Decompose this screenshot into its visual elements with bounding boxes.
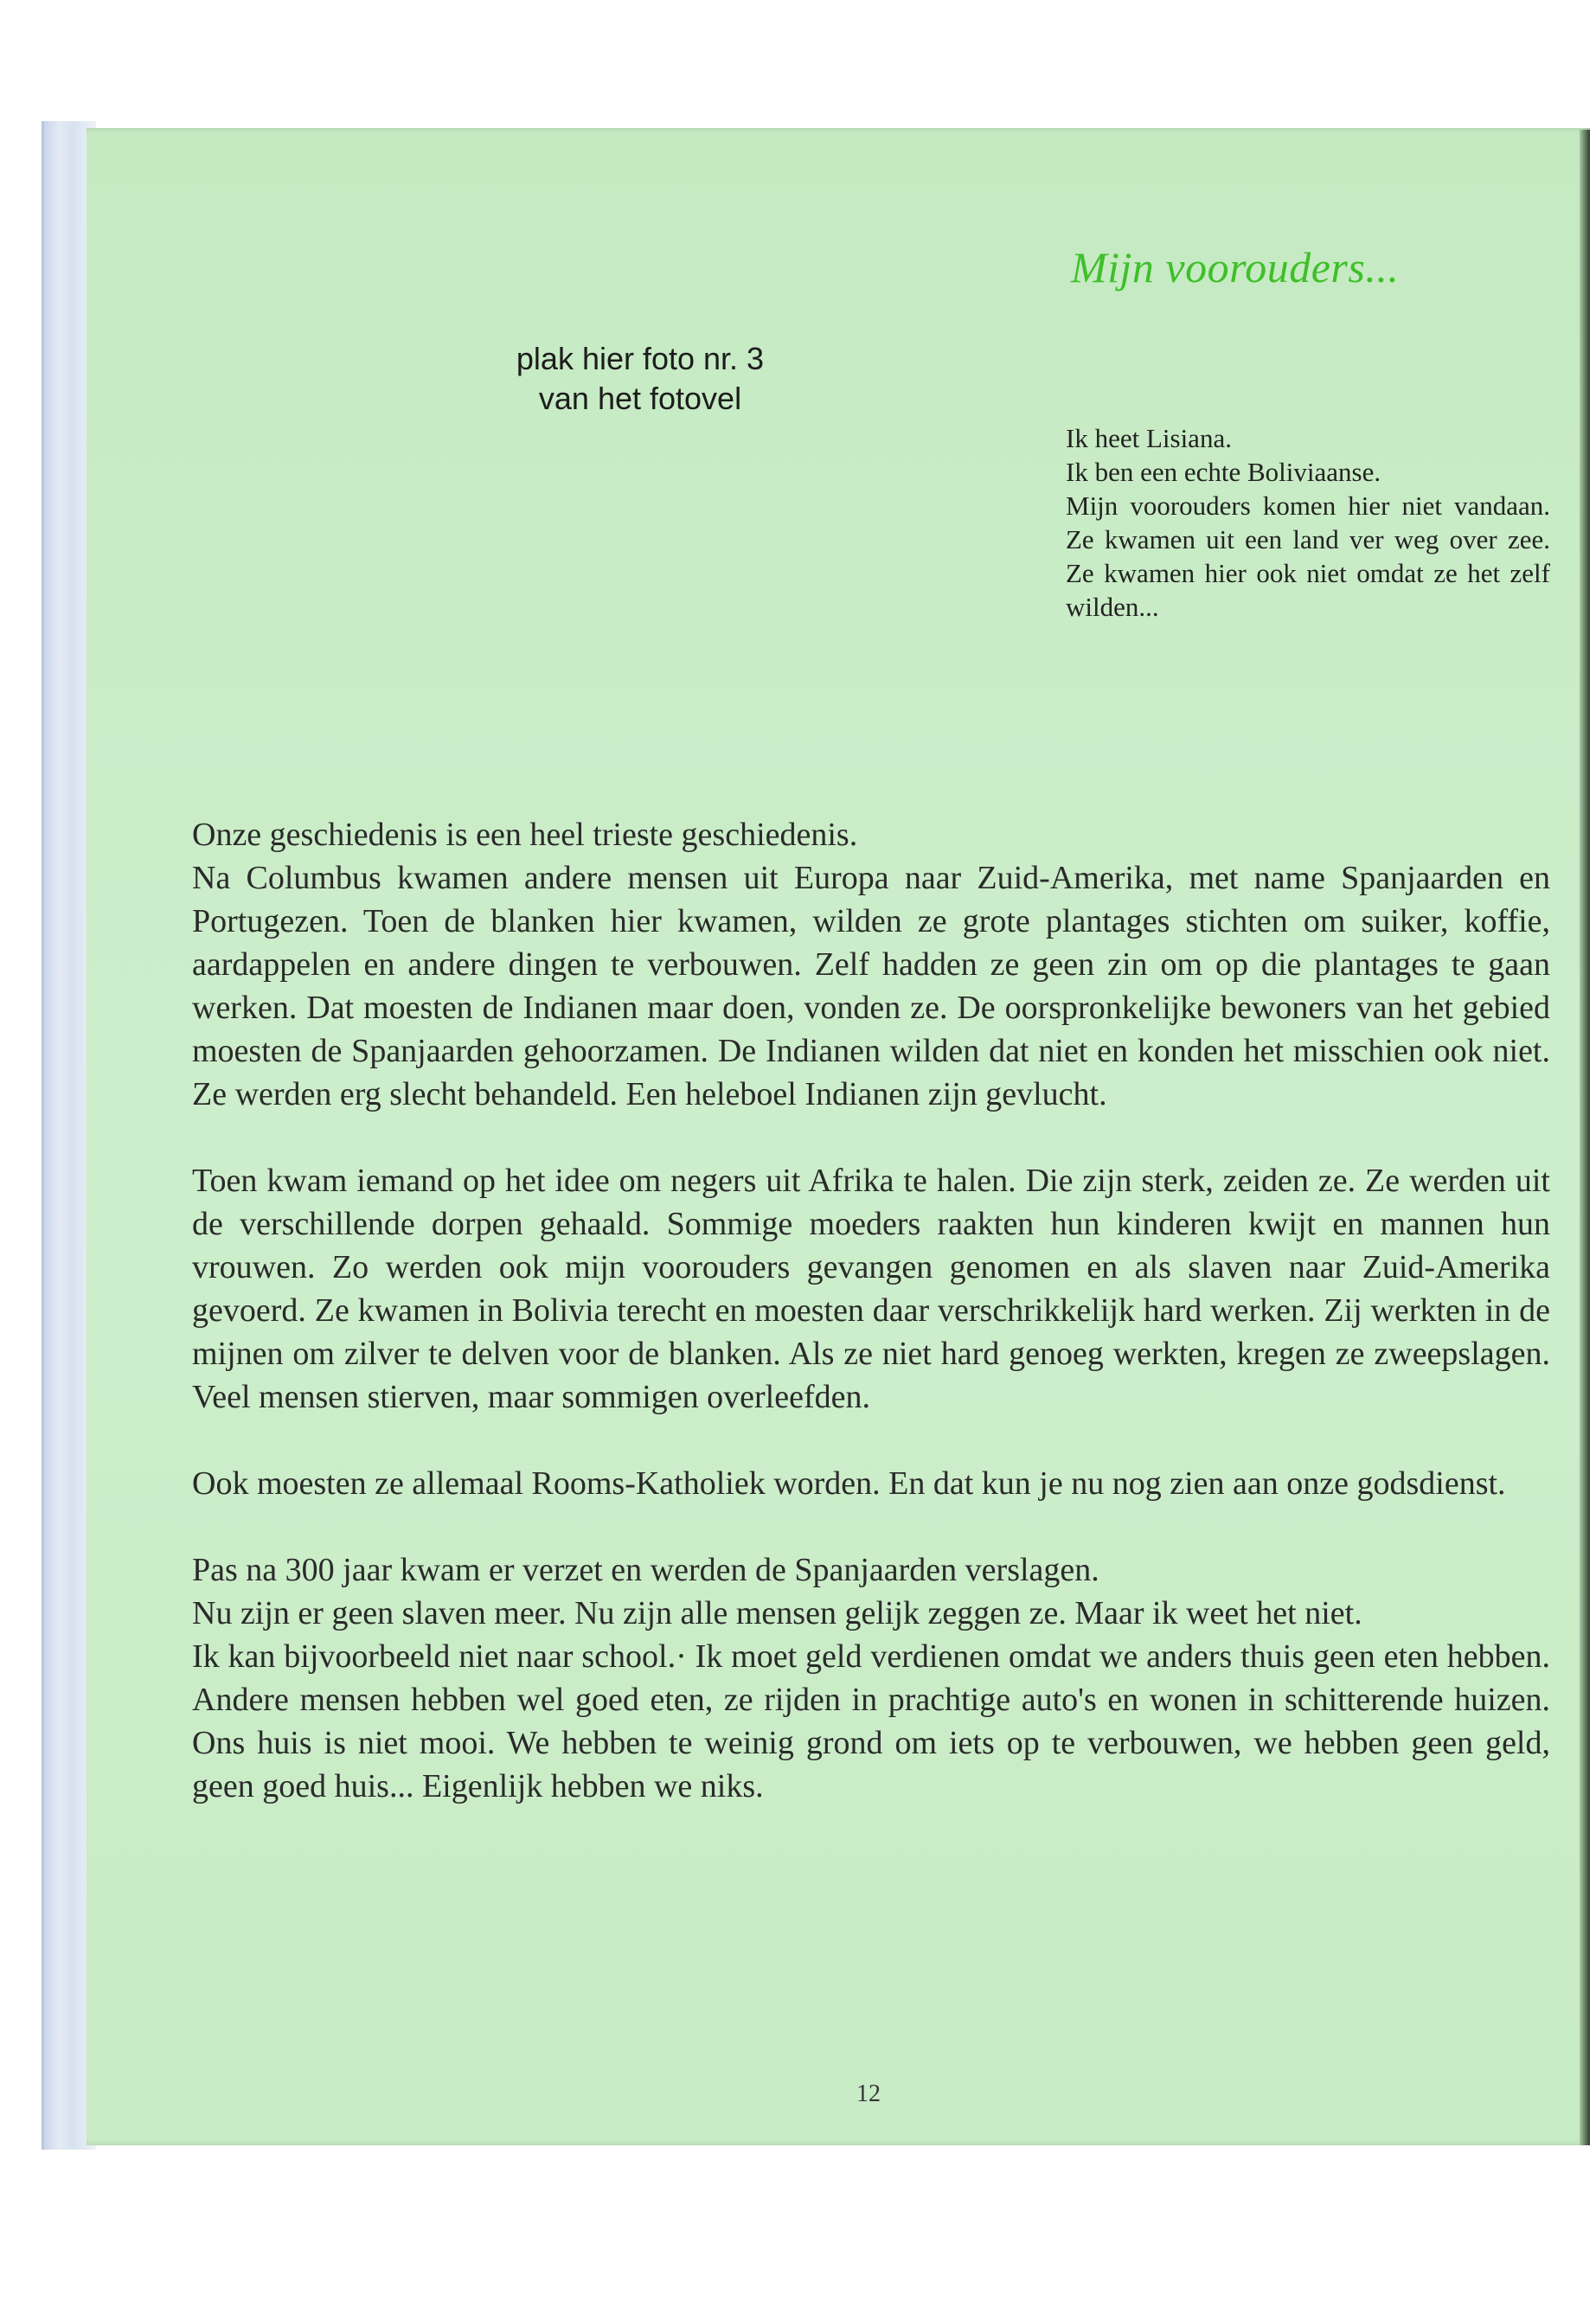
paragraph-4	[192, 1548, 1550, 1808]
intro-line: Ik ben een echte Boliviaanse.	[1066, 457, 1381, 487]
photo-placeholder-caption	[484, 339, 796, 419]
paragraph-1	[192, 813, 1550, 1116]
section-title: Mijn voorouders...	[1071, 243, 1400, 292]
paragraph-line: Pas na 300 jaar kwam er verzet en werden de Spanjaarden verslagen.	[192, 1552, 1099, 1588]
paragraph-3	[192, 1462, 1550, 1505]
page-right-edge	[1580, 130, 1590, 2145]
paragraph-line: Toen kwam iemand op het idee om negers uit Afrika te halen. Die zijn sterk, zeiden ze. Ze werden uit de verschillende dorpen gehaald. Sommige moeders raakten hun kinderen kwijt en mannen hun vrouwen. Zo werden ook mijn voorouders gevangen genomen en als slaven naar Zuid-Amerika gevoerd. Ze kwamen in Bolivia terecht en moesten daar verschrikkelijk hard werken. Zij werkten in de mijnen om zilver te delven voor de blanken. Als ze niet hard genoeg werkten, kregen ze zweepslagen. Veel mensen stierven, maar sommigen overleefden.	[192, 1163, 1550, 1415]
intro-line: Ik heet Lisiana.	[1066, 423, 1232, 453]
paragraph-line: Ook moesten ze allemaal Rooms-Katholiek worden. En dat kun je nu nog zien aan onze godsdienst.	[192, 1465, 1506, 1502]
paragraph-line: Na Columbus kwamen andere mensen uit Europa naar Zuid-Amerika, met name Spanjaarden en Portugezen. Toen de blanken hier kwamen, wilden ze grote plantages stichten om suiker, koffie, aardappelen en andere dingen te verbouwen. Zelf hadden ze geen zin om op die plantages te gaan werken. Dat moesten de Indianen maar doen, vonden ze. De oorspronkelijke bewoners van het gebied moesten de Spanjaarden gehoorzamen. De Indianen wilden dat niet en konden het misschien ook niet. Ze werden erg slecht behandeld. Een heleboel Indianen zijn gevlucht.	[192, 860, 1550, 1112]
photo-caption-line-2: van het fotovel	[538, 381, 742, 416]
intro-text	[1066, 421, 1550, 624]
photo-caption-line-1: plak hier foto nr. 3	[516, 341, 765, 376]
paragraph-line: Onze geschiedenis is een heel trieste geschiedenis.	[192, 817, 858, 853]
paragraph-line: Nu zijn er geen slaven meer. Nu zijn alle mensen gelijk zeggen ze. Maar ik weet het niet.	[192, 1595, 1362, 1631]
body-text	[192, 813, 1550, 1808]
paragraph-2	[192, 1159, 1550, 1419]
page-number: 12	[856, 2080, 881, 2107]
intro-line: Mijn voorouders komen hier niet vandaan. Ze kwamen uit een land ver weg over zee. Ze kwamen hier ook niet omdat ze het zelf wilden...	[1066, 490, 1550, 622]
paragraph-line: Ik kan bijvoorbeeld niet naar school.· Ik moet geld verdienen omdat we anders thuis geen eten hebben. Andere mensen hebben wel goed eten, ze rijden in prachtige auto's en wonen in schitterende huizen. Ons huis is niet mooi. We hebben te weinig grond om iets op te verbouwen, we hebben geen geld, geen goed huis... Eigenlijk hebben we niks.	[192, 1638, 1550, 1804]
